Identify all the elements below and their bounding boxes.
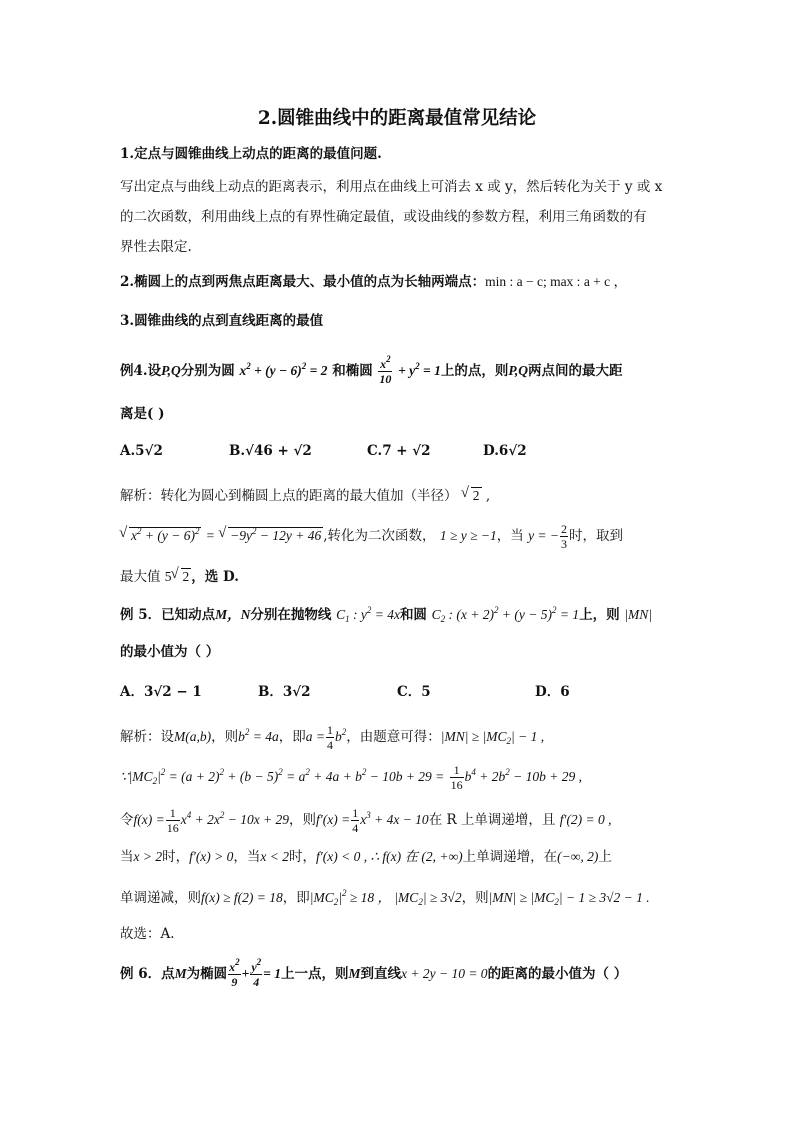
example-5-line-1	[120, 606, 652, 624]
example-4-solution-line-3	[120, 568, 239, 586]
example-4-text-2: 和椭圆	[332, 363, 373, 379]
f-prime-negative: f′(x) < 0 , ∴ f(x) 在 (2, +∞)	[316, 849, 463, 864]
example-5-text-1: 分别在抛物线	[250, 607, 332, 623]
a-equals: a =	[305, 729, 325, 744]
example-4-line-2: 离是( )	[120, 406, 165, 422]
mc2-result: $b^4 + 2b^2 - 10b + 29$ ,	[464, 767, 582, 784]
example-5-solution-line-4	[120, 848, 612, 866]
example-4-text-4: 两点间的最大距	[528, 363, 623, 379]
example-5-mn: M，N	[215, 607, 251, 622]
example-5-solution-text-3c: 在 R 上单调递增，且	[428, 812, 556, 828]
section-2-formula: min : a − c; max : a + c ，	[485, 274, 628, 289]
y-value: y = −	[528, 528, 560, 543]
f-def: f(x) =	[133, 812, 165, 827]
b-squared-2: $b^2$	[335, 727, 347, 744]
f-prime-rest: $x^3 + 4x - 10$	[360, 810, 429, 827]
sqrt-2-radius: √ 2	[462, 487, 482, 505]
example-5-answer: 故选：A.	[120, 926, 175, 942]
example-4-solution-line-1: 解析：转化为圆心到椭圆上点的距离的最大值加（半径） √ 2 ,	[120, 487, 490, 505]
example-5-solution-text-5b: ，即	[282, 890, 310, 906]
example-5-solution-line-5	[120, 889, 650, 907]
f-prime-def: f′(x) =	[316, 812, 351, 827]
inequality-mn: $|MN| \ge |MC_2| - 1$ ,	[440, 729, 545, 746]
f-prime-positive: f′(x) > 0	[189, 849, 234, 864]
mc2-ineq: $|MC_2|^2 \ge 18$ ， $|MC_2| \ge 3√2$	[309, 888, 462, 907]
example-5-solution-text-5a: 单调递减，则	[120, 890, 201, 906]
y-range: 1 ≥ y ≥ −1	[439, 528, 497, 543]
example-5-option-b: B．3√2	[258, 684, 311, 700]
example-5-text-2: 和圆	[399, 607, 427, 623]
ellipse-x-fraction: $\frac{x^2}{9}$	[229, 957, 240, 989]
example-4-option-a: A.5√2	[120, 443, 163, 459]
example-5-solution-text-1: 解析：设	[120, 729, 174, 745]
example-5-label: 例 5．已知动点	[120, 607, 216, 623]
example-5-solution-text-3b: ，则	[289, 812, 317, 828]
f-min: f(x) ≥ f(2) = 18	[201, 890, 283, 905]
example-6-text-4: 的距离的最小值为（ ）	[487, 966, 628, 982]
ellipse-y-fraction: $\frac{y^2}{4}$	[251, 957, 262, 989]
mc2-expansion: $\because|MC_2|^2 = (a + 2)^2 + (b - 5)^2 = a^2 + 4a + b^2 - 10b + 29$ =	[120, 767, 445, 786]
example-6-text-1: 为椭圆	[186, 966, 228, 982]
example-5-solution-text-1c: ，即	[278, 729, 306, 745]
x-gt-2: x > 2	[133, 849, 163, 864]
example-6-line-1	[120, 957, 628, 989]
example-5-text-3: 上，则	[579, 607, 620, 623]
example-5-option-c: C．5	[397, 684, 431, 700]
section-2-text: 2.椭圆上的点到两焦点距离最大、最小值的点为长轴两端点：	[120, 274, 486, 290]
section-3-heading: 3.圆锥曲线的点到直线距离的最值	[120, 313, 324, 329]
quadratic-sqrt-expression: √ $-9y^2 - 12y + 46$	[219, 527, 323, 545]
example-6-label: 例 6．点	[120, 966, 175, 982]
example-5-solution-line-1	[120, 723, 544, 752]
mn-final: $|MN| \ge |MC_2| - 1 \ge 3√2 - 1$ .	[488, 890, 650, 907]
sqrt-2-max: √ 2	[172, 568, 192, 586]
example-4-label: 例4.设	[120, 363, 162, 379]
f-prime-2: f′(2) = 0 ,	[559, 812, 612, 827]
circle-equation: $x^2 + (y - 6)^2 = 2$	[239, 361, 328, 378]
example-5-solution-text-4d: 时，	[289, 849, 317, 865]
example-4-solution-text-3b: ，选 D.	[191, 569, 239, 585]
equals-one: = 1	[263, 966, 281, 981]
one-sixteenth-fraction: $\frac{1}{16}$	[450, 763, 463, 792]
example-5-option-a: A．3√2 − 1	[120, 684, 202, 700]
example-4-solution-text-3: 最大值	[120, 569, 161, 585]
example-4-text-3: 上的点，则	[440, 363, 509, 379]
example-6-text-3: 到直线	[360, 966, 401, 982]
plus-sign: +	[241, 966, 250, 981]
line-equation: x + 2y − 10 = 0	[400, 966, 488, 981]
interval-left: (−∞, 2)	[557, 849, 599, 864]
section-2-line	[120, 273, 627, 291]
example-4-solution-text-2c: 时，取到	[569, 528, 624, 544]
section-1-heading: 1.定点与圆锥曲线上动点的距离的最值问题.	[120, 146, 382, 162]
example-5-solution-text-4b: 时，	[162, 849, 190, 865]
example-5-solution-text-4a: 当	[120, 849, 134, 865]
example-5-option-d: D．6	[535, 684, 570, 700]
example-5-solution-line-2	[120, 763, 582, 792]
example-4-line-1	[120, 354, 623, 386]
example-5-solution-text-3: 令	[120, 812, 134, 828]
example-4-text-1: 分别为圆	[180, 363, 235, 379]
example-5-solution-text-4e: 上单调递增，在	[462, 849, 558, 865]
example-4-pq-2: P,Q	[508, 363, 529, 378]
two-thirds-fraction: $\frac{2}{3}$	[561, 522, 568, 551]
example-4-solution-line-2	[120, 522, 623, 551]
one-sixteenth-fraction-2: $\frac{1}{16}$	[166, 806, 179, 835]
one-quarter-fraction: $\frac{1}{4}$	[327, 723, 333, 752]
example-5-line-2: 的最小值为（ ）	[120, 644, 220, 660]
ellipse-equation-rest: + $y^2 = 1$	[398, 361, 441, 378]
example-4-solution-text-1: 解析：转化为圆心到椭圆上点的距离的最大值加（半径）	[120, 488, 458, 504]
point-m-6: M	[174, 966, 187, 981]
example-5-solution-text-4c: ，当	[233, 849, 261, 865]
example-5-solution-text-1b: ，则	[211, 729, 239, 745]
example-4-option-d: D.6√2	[483, 443, 527, 459]
example-4-option-b: B.√46 + √2	[229, 443, 312, 459]
example-5-solution-text-4f: 上	[598, 849, 612, 865]
example-4-option-c: C.7 + √2	[367, 443, 431, 459]
f-def-rest: $x^4 + 2x^2 - 10x + 29$	[180, 810, 290, 827]
circle-c2-equation: $C_2$ : $(x + 2)^2 + (y - 5)^2 = 1$	[431, 605, 580, 624]
example-6-text-2: 上一点，则	[280, 966, 349, 982]
page-title: 2.圆锥曲线中的距离最值常见结论	[257, 108, 537, 129]
example-4-pq: P,Q	[161, 363, 181, 378]
parabola-equation: $C_1$ : $y^2 = 4x$	[336, 605, 400, 624]
point-m-6b: M	[348, 966, 361, 981]
distance-sqrt-expression: √ $x^2 + (y - 6)^2$	[120, 527, 201, 545]
example-5-solution-line-3	[120, 806, 612, 835]
point-m: M(a,b)	[174, 729, 212, 744]
example-4-solution-text-2a: ,转化为二次函数，	[323, 528, 436, 544]
equals-sign: =	[205, 528, 215, 543]
section-1-paragraph-line-3: 界性去限定.	[120, 239, 192, 255]
x-lt-2: x < 2	[260, 849, 290, 864]
example-5-solution-text-5c: ，则	[461, 890, 489, 906]
section-1-paragraph-line-1: 写出定点与曲线上动点的距离表示，利用点在曲线上可消去 x 或 y，然后转化为关于 y 或 x	[120, 179, 663, 195]
b-squared: $b^2 = 4a$	[238, 727, 279, 744]
example-5-solution-text-1d: ，由题意可得：	[346, 729, 441, 745]
section-1-paragraph-line-2: 的二次函数，利用曲线上点的有界性确定最值，或设曲线的参数方程，利用三角函数的有	[120, 209, 647, 225]
max-value: 5	[164, 569, 172, 584]
ellipse-fraction: $\frac{x^2}{10}$	[379, 354, 392, 386]
mn-abs: |MN|	[624, 607, 652, 622]
example-4-solution-text-2b: ，当	[496, 528, 524, 544]
one-quarter-fraction-2: $\frac{1}{4}$	[352, 806, 359, 835]
